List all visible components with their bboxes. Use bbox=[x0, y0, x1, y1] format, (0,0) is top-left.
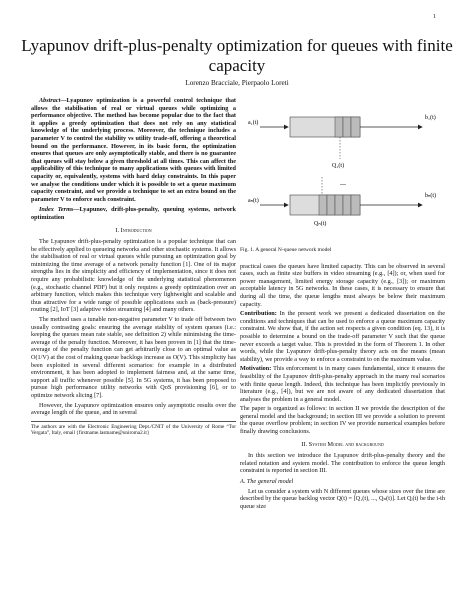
motivation-paragraph bbox=[240, 365, 445, 403]
abstract bbox=[31, 97, 236, 203]
label-q1: Q₁(t) bbox=[332, 163, 345, 169]
motivation-label: Motivation: bbox=[240, 365, 272, 373]
contribution-text: In the present work we present a dedicated dissertation on the conditions and techniques that can be used to enforce a queue maximum capacity constraint. We show that, if the action set respects a given condition (eq. 13), it is possible to determine a bound on the trade-off parameter V such that the queue never exceeds a target value. This is provided in the form of Theorem 1. In other words, while the Lyapunov drift-plus-penalty theory acts on the means (mean stability), we provide a way to enforce a constraint to on the maximum value. bbox=[240, 310, 445, 363]
index-terms-text: —Lyapunov, drift-plus-penalty, queuing systems, network optimization bbox=[31, 206, 236, 221]
queue-network-diagram bbox=[240, 97, 445, 245]
label-an: aₙ(t) bbox=[248, 198, 259, 204]
queue-1-cells bbox=[335, 117, 360, 137]
paper-title: Lyapunov drift-plus-penalty optimization for queues with finite capacity bbox=[21, 36, 453, 75]
section-heading-system-model: II. System Model and background bbox=[301, 440, 384, 448]
authors: Lorenzo Bracciale, Pierpaolo Loreti bbox=[185, 79, 289, 87]
abstract-label: Abstract bbox=[39, 97, 61, 104]
figure-queue-network bbox=[240, 97, 445, 245]
sec2-paragraph-2: Let us consider a system with N different queues whose sizes over the time are described by the queue backlog vector Q(t) = [Q₁(t), ..., Qₙ(t)]. Let Qᵢ(t) be the i-th queue size bbox=[240, 487, 445, 510]
organization-paragraph: The paper is organized as follows: in section II we provide the description of the general model and the background; in section III we provide a solution to prevent the queue overflow problem; in section IV we provide numerical examples before finally drawing conclusions. bbox=[240, 405, 445, 436]
label-qn: Qₙ(t) bbox=[314, 221, 327, 227]
section-heading-introduction: I. Introduction bbox=[115, 226, 152, 234]
label-a1: a₁(t) bbox=[248, 120, 259, 126]
contribution-paragraph bbox=[240, 310, 445, 363]
sec2-paragraph-1: In this section we introduce the Lyapunov drift-plus-penalty theory and the related notation and system model. The contribution to enforce the queue length constraint is reported in section III. bbox=[240, 452, 445, 475]
motivation-text: This enforcement is in many cases fundamental, since it ensures the feasibility of the Lyapunov drift-plus-penalty approach in the many real scenarios with finite queue length. Indeed, this technique has been implicitly previously in literature (e.g., [4]), but we are not aware of any dedicated dissertation that analyses the problem in a general model. bbox=[240, 365, 445, 403]
abstract-text: —Lyapunov optimization is a powerful control technique that allows the stabilisation of real or virtual queues while optimizing a performance objective. The method has become popular due to the fact that it applies a greedy optimization that does not rely on any statistical knowledge of the underlying process. Moreover, the technique includes a parameter V to control the stability vs utility trade-off, offering a theoretical bound on the performance. However, in its basic form, the optimization ensures that queues are only asymptotically stable, and there is no guarantee that queues will stay below a given threshold at all times. This can affect the applicability of this technique to many applications with queues with limited capacity or, equivalently, systems with hard delay constraints. In this paper we analyse the conditions under which it is possible to set a queue maximum capacity constraint, and we provide a technique to set an extra bound on the parameter V to enforce such constraint. bbox=[31, 97, 236, 203]
label-dots: ... bbox=[340, 178, 346, 187]
contribution-label: Contribution: bbox=[240, 310, 277, 318]
page-number: 1 bbox=[433, 14, 436, 20]
index-terms-label: Index Terms bbox=[39, 206, 74, 214]
right-column bbox=[240, 97, 445, 512]
figure-caption: Fig. 1. A general N-queue network model bbox=[240, 247, 332, 253]
subsection-heading-general-model: A. The general model bbox=[240, 478, 294, 486]
intro-paragraph-2: The method uses a tunable non-negative parameter V to trade off between two usually contrasting goals: ensuring the average stability of system queues (i.e.: keeping the queues mean rate stable, see definition 2) while minimising the time-average of the penalty function. Moreover, it has been proven in [1] that the time-average of the penalty function can get arbitrarily close to an optimal value as O(1/V) at the cost of making queue backlogs increase as O(V). This simplicity has been exploited in several different scenarios: for example in a distributed environment, it has been adopted to implement fairness and, at the same time, support all traffic whenever possible [5]. In 5G systems, it has been proposed to pursue high performance utility networks with QoS provisioning [6], or to optimize network slicing [7]. bbox=[31, 316, 236, 399]
queue-n-cells bbox=[319, 195, 360, 215]
index-terms bbox=[31, 206, 236, 221]
left-column bbox=[31, 97, 236, 437]
label-bn: bₙ(t) bbox=[425, 193, 437, 199]
footnote: The authors are with the Electronic Engineering Dept./CNIT of the University of Rome “Tor Vergata”, Italy, email {firstname.lastname@uniroma2.it} bbox=[31, 421, 236, 437]
label-b1: b₁(t) bbox=[425, 115, 436, 121]
intro-paragraph-3: However, the Lyapunov optimization ensures only asymptotic results over the average length of the queue, and in several bbox=[31, 401, 236, 417]
right-paragraph-1: practical cases the queues have limited capacity. This can be observed in several cases, such as finite size buffers in video streaming (e.g., [4]); or, when used for power management, limited energy storage capacity (e.g., [3]); or maximum acceptable latency in 5G networks. In these cases, it is necessary to ensure that during all the time, the queue lengths must always be below their maximum capacity. bbox=[240, 262, 445, 308]
intro-paragraph-1: The Lyapunov drift-plus-penalty optimization is a popular technique that can be effectively applied to queueing networks and other stochastic systems. It allows the stabilisation of real or virtual queues while pursuing an optimization goal by minimizing the time average of a network penalty function [1]. One of its major strengths lies in the simplicity and efficiency of implementation, since it does not require any probabilistic knowledge of the underlying statistical phenomenon (e.g., stochastic channel PDF) but it only requires a greedy optimization over an arbitrary function, which makes this technique very lightweight and scalable and thus attractive for a wide range of possible applications such as (back-pressure) routing [2], IoT [3] adaptive video streaming [4] and many others. bbox=[31, 238, 236, 314]
